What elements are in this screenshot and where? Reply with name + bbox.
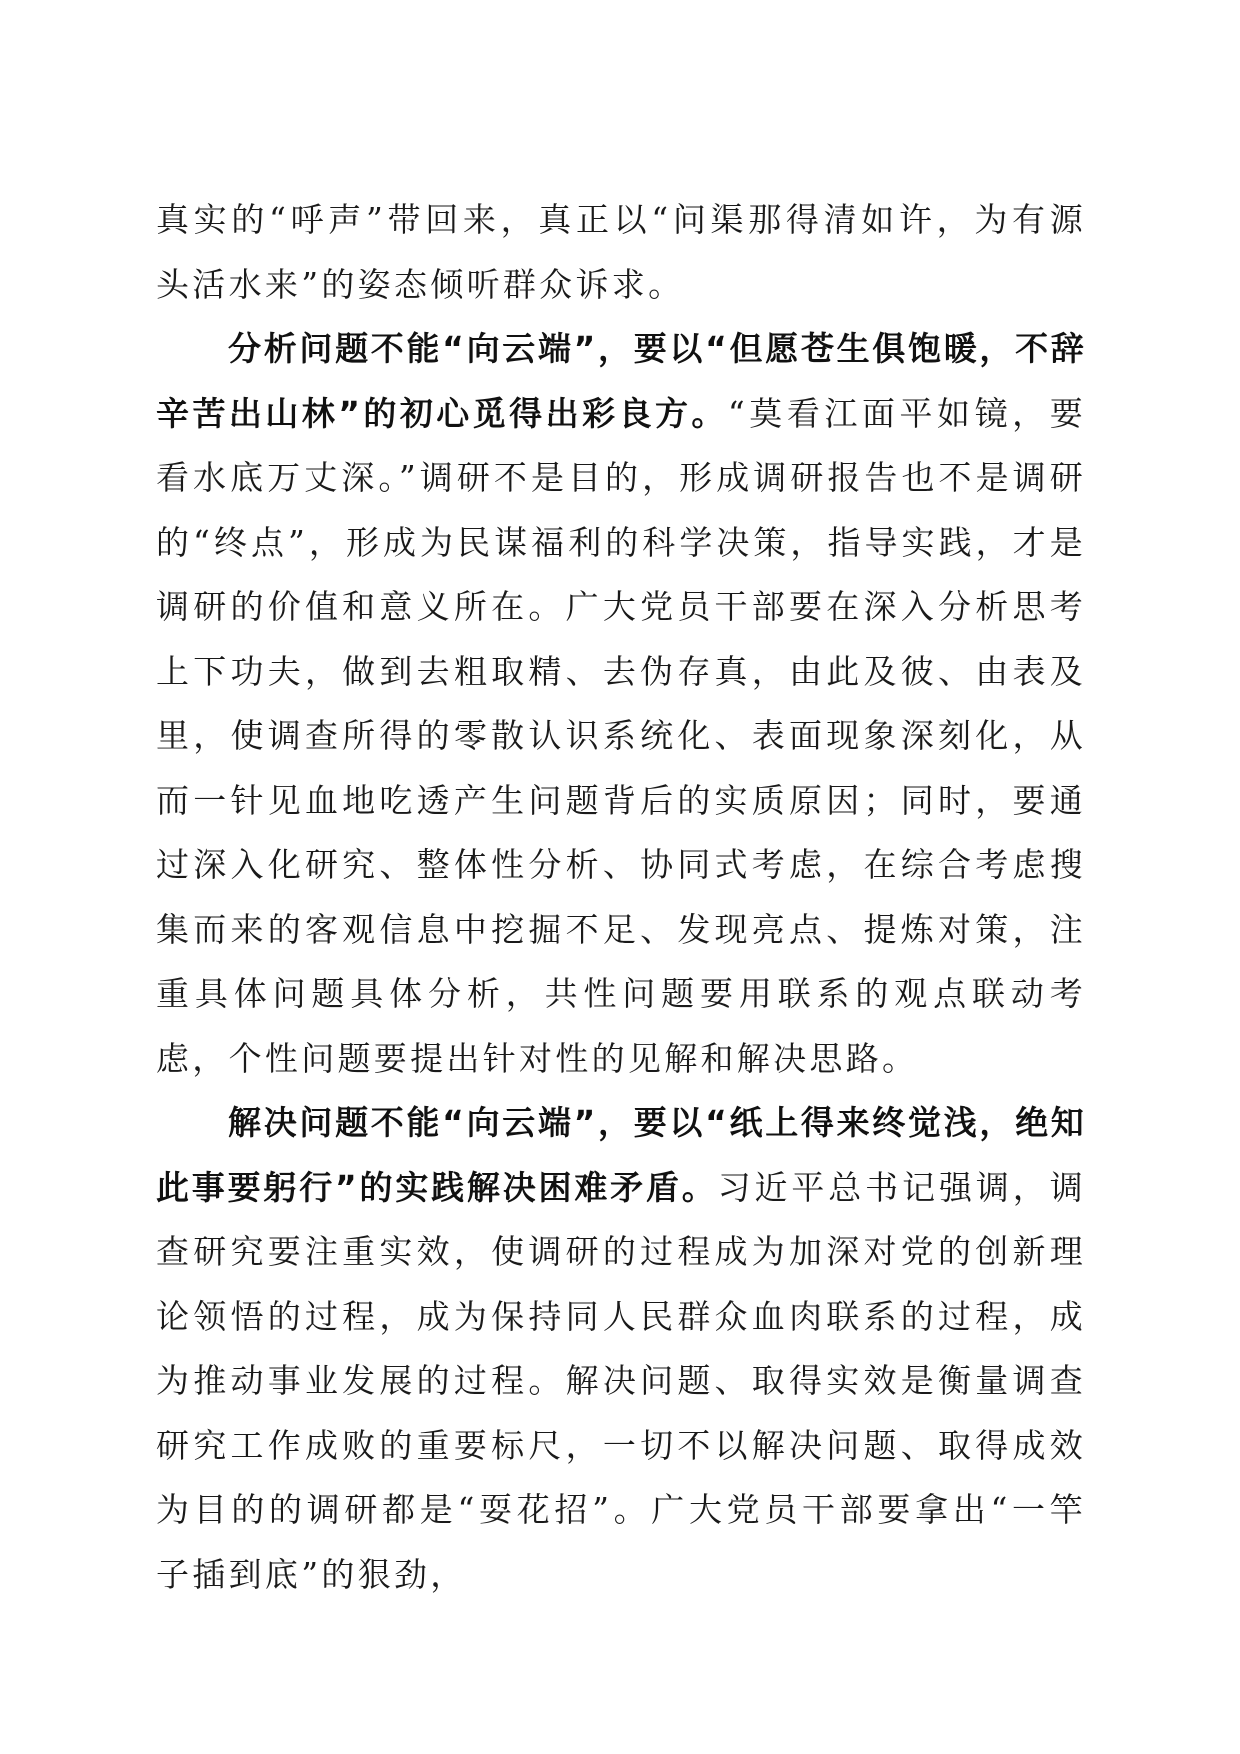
paragraph-analysis bbox=[156, 317, 1086, 1091]
paragraph-text: 真实的“呼声”带回来，真正以“问渠那得清如许，为有源头活水来”的姿态倾听群众诉求。 bbox=[156, 200, 1086, 304]
paragraph-text: “莫看江面平如镜，要看水底万丈深。”调研不是目的，形成调研报告也不是调研的“终点”，形成为民谋福利的科学决策，指导实践，才是调研的价值和意义所在。广大党员干部要在深入分析思考上下功夫，做到去粗取精、去伪存真，由此及彼、由表及里，使调查所得的零散认识系统化、表面现象深刻化，从而一针见血地吃透产生问题背后的实质原因；同时，要通过深入化研究、整体性分析、协同式考虑，在综合考虑搜集而来的客观信息中挖掘不足、发现亮点、提炼对策，注重具体问题具体分析，共性问题要用联系的观点联动考虑，个性问题要提出针对性的见解和解决思路。 bbox=[156, 393, 1087, 1078]
document-body bbox=[156, 188, 1086, 1607]
paragraph-lead-sentence: 解决问题不能“向云端”，要以“纸上得来终觉浅，绝知此事要躬行”的实践解决困难矛盾。 bbox=[156, 1103, 1086, 1207]
paragraph-solution bbox=[156, 1091, 1086, 1607]
paragraph-lead-sentence: 分析问题不能“向云端”，要以“但愿苍生俱饱暖，不辞辛苦出山林”的初心觅得出彩良方。 bbox=[156, 329, 1086, 433]
paragraph-text: 习近平总书记强调，调查研究要注重实效，使调研的过程成为加深对党的创新理论领悟的过程，成为保持同人民群众血肉联系的过程，成为推动事业发展的过程。解决问题、取得实效是衡量调查研究工作成败的重要标尺，一切不以解决问题、取得成效为目的的调研都是“耍花招”。广大党员干部要拿出“一竿子插到底”的狠劲， bbox=[156, 1167, 1087, 1594]
paragraph-continuation bbox=[156, 188, 1086, 317]
